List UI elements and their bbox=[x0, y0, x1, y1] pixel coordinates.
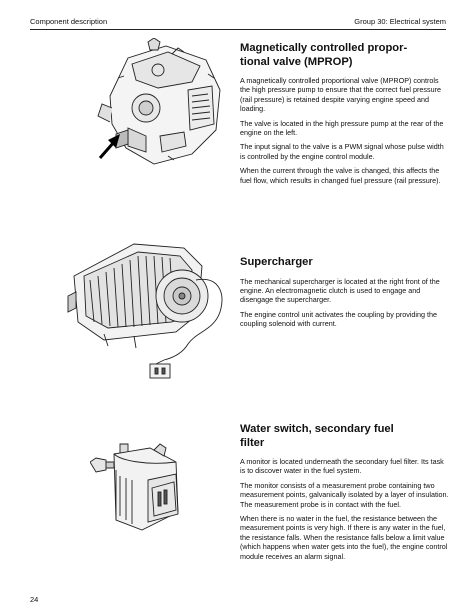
paragraph: The monitor consists of a measurement probe containing two measurement points, galvanically isolated by a layer of insulation. The measurement probe is in contact with the fuel. bbox=[240, 480, 449, 509]
header-section-label: Component description bbox=[30, 17, 108, 26]
connector-plug-icon bbox=[150, 364, 170, 378]
section-supercharger bbox=[240, 256, 450, 334]
section-water-switch bbox=[240, 423, 450, 566]
water-switch-illustration bbox=[90, 440, 238, 536]
paragraph: The valve is located in the high pressure pump at the rear of the engine on the left. bbox=[240, 118, 444, 138]
paragraph: When the current through the valve is changed, this affects the fuel flow, which results in changed fuel pressure (rail pressure). bbox=[240, 166, 441, 185]
connector-terminal-icon bbox=[152, 482, 176, 516]
paragraph: When there is no water in the fuel, the resistance between the measurement points is very high. If there is any water in the fuel, the resistance falls. When the resistance falls below a limit value (which happens when water gets into the fuel), the engine control module receives an alarm signal. bbox=[240, 514, 448, 561]
section-title: Magnetically controlled propor- tional valve (MPROP) bbox=[240, 42, 408, 68]
header-divider bbox=[30, 29, 446, 30]
high-pressure-pump-illustration bbox=[88, 38, 234, 172]
paragraph: The input signal to the valve is a PWM signal whose pulse width is controlled by the engine control module. bbox=[240, 142, 444, 161]
paragraph: A monitor is located underneath the secondary fuel filter. Its task is to discover water in the fuel system. bbox=[240, 457, 444, 476]
supercharger-illustration bbox=[64, 236, 238, 396]
paragraph: A magnetically controlled proportional valve (MPROP) controls the high pressure pump to ensure that the correct fuel pressure (rail pressure) is retained despite varying engine speed and loading. bbox=[240, 76, 441, 114]
page-header bbox=[30, 15, 446, 29]
section-mprop bbox=[240, 42, 450, 190]
header-group-label: Group 30: Electrical system bbox=[354, 17, 446, 26]
paragraph: The mechanical supercharger is located at the right front of the engine. An electromagnetic clutch is used to engage and disengage the supercharger. bbox=[240, 276, 440, 305]
page-number: 24 bbox=[30, 595, 39, 604]
section-title: Supercharger bbox=[240, 256, 313, 268]
paragraph: The engine control unit activates the coupling by providing the coupling solenoid with current. bbox=[240, 309, 437, 329]
section-title: Water switch, secondary fuel filter bbox=[240, 423, 394, 449]
